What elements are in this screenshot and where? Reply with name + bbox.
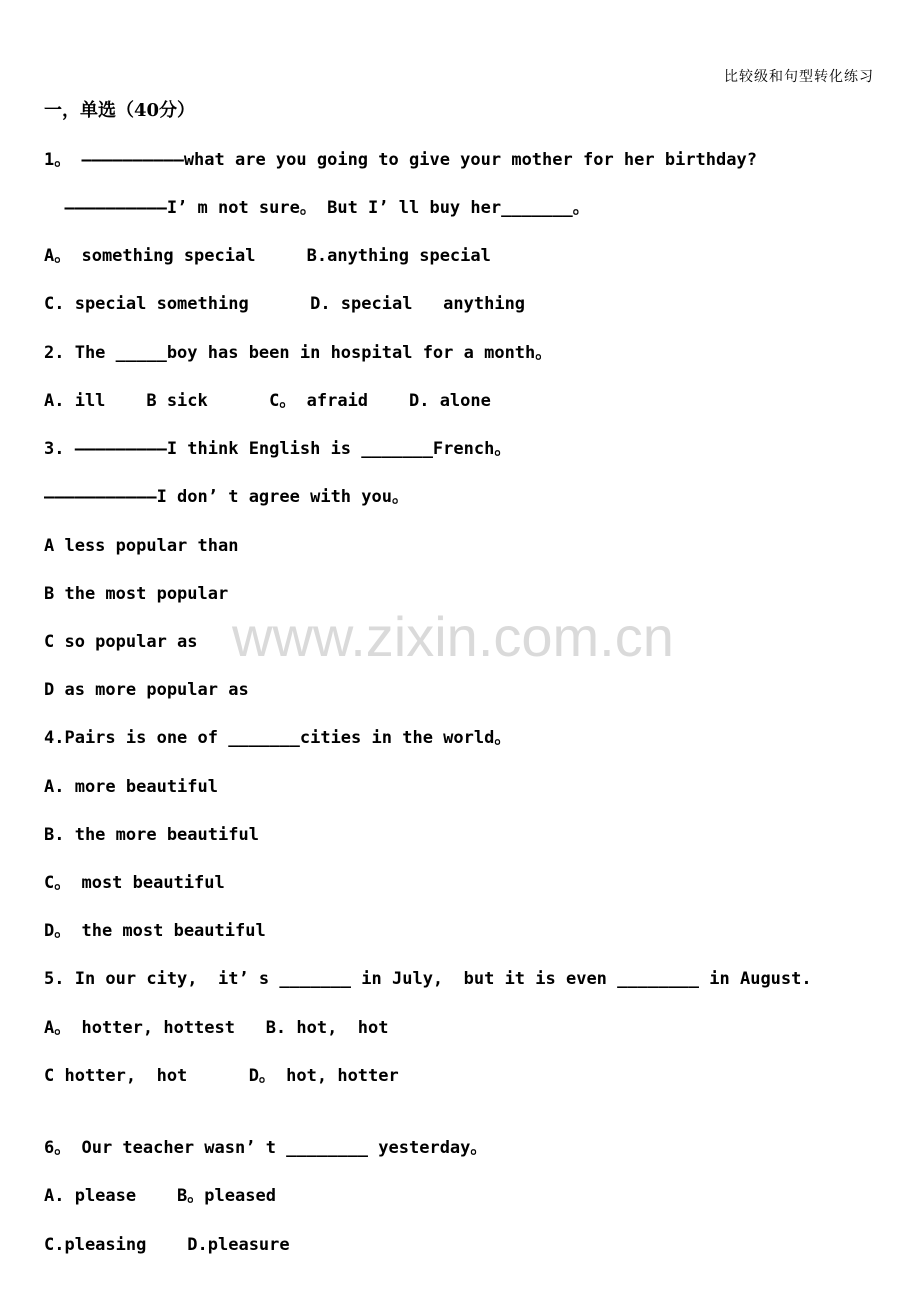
question-1-line: 1。 ——————————what are you going to give your mother for her birthday? [44, 150, 757, 170]
question-4-option-b: B. the more beautiful [44, 825, 259, 845]
question-6-options-cd: C.pleasing D.pleasure [44, 1235, 290, 1255]
question-3-option-a: A less popular than [44, 536, 239, 556]
question-3-option-c: C so popular as [44, 632, 198, 652]
question-3-line: 3. —————————I think English is _______French。 [44, 439, 512, 459]
question-6-line: 6。 Our teacher wasn’ t ________ yesterday。 [44, 1138, 488, 1158]
question-4-option-c: C。 most beautiful [44, 873, 225, 893]
question-1-options-cd: C. special something D. special anything [44, 294, 526, 314]
question-3-option-b: B the most popular [44, 584, 229, 604]
question-3-option-d: D as more popular as [44, 680, 249, 700]
question-4-option-d: D。 the most beautiful [44, 921, 266, 941]
question-6-options-ab: A. please B。pleased [44, 1186, 276, 1206]
question-4-option-a: A. more beautiful [44, 777, 218, 797]
question-1-options-ab: A。 something special B.anything special [44, 246, 491, 266]
page-header: 比较级和句型转化练习 [724, 69, 874, 85]
question-4-line: 4.Pairs is one of _______cities in the world。 [44, 728, 512, 748]
question-5-options-cd: C hotter, hot D。 hot, hotter [44, 1066, 399, 1086]
question-2-options: A. ill B sick C。 afraid D. alone [44, 391, 491, 411]
section-title: 一，单选（40分） [44, 100, 196, 121]
question-3-response: ———————————I don’ t agree with you。 [44, 487, 409, 507]
watermark-text: www.zixin.com.cn [232, 605, 674, 668]
question-5-options-ab: A。 hotter, hottest B. hot, hot [44, 1018, 389, 1038]
question-1-response: ——————————I’ m not sure。 But I’ ll buy her_______。 [44, 198, 590, 218]
question-2-line: 2. The _____boy has been in hospital for a month。 [44, 343, 553, 363]
question-5-line: 5. In our city, it’ s _______ in July, but it is even ________ in August. [44, 969, 812, 989]
